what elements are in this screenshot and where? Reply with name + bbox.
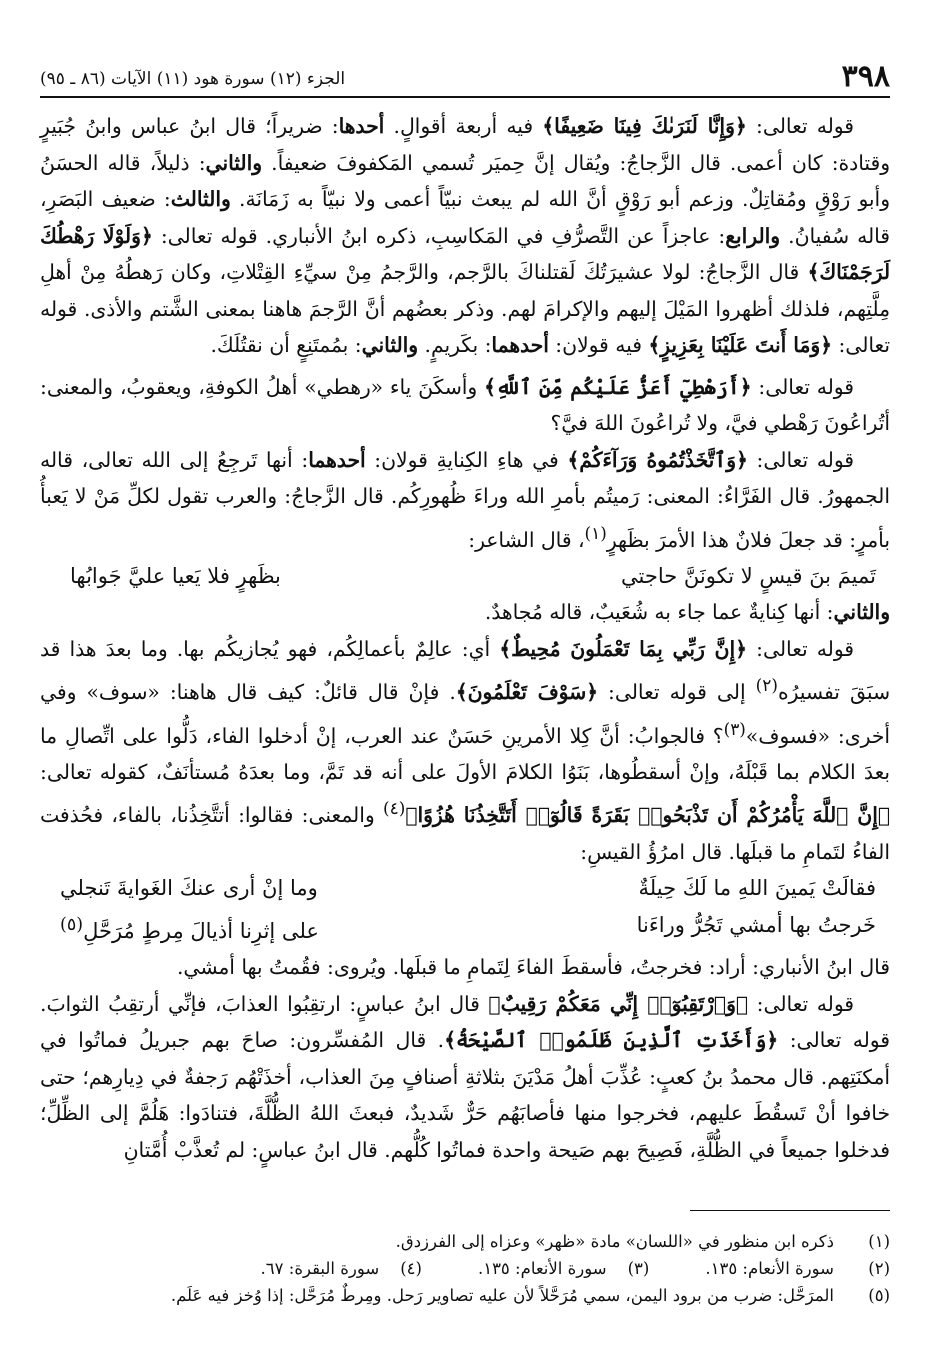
verse-hemistich-left: وما إنْ أرى عنكَ الغَوايةَ تَنجلي [60,876,318,901]
page-number: ٣٩٨ [841,59,890,94]
text-run: ؟ فالجوابُ: أنَّ كِلا الأمرينِ حَسَنٌ عند العرب، إنْ أدخلوا الفاء، دَلُّوا على اتِّصالِ ما بعدَ الكلام بما قَبْلَهُ، وإنْ أسقطُوها، بَنَوُا الكلامَ الأولَ على أنه قد تَمَّ، وما بعدَهُ مُستأنَفٌ، كقوله تعالى: [40,723,890,784]
keyword: والرابع [725,223,781,248]
poetry-verse [40,907,890,950]
text-run: قال ابنُ عباسٍ: ارتقِبُوا العذابَ، فإنِّي أرتقِبُ الثوابَ. قوله تعالى: [40,991,890,1053]
running-title: الجزء (١٢) سورة هود (١١) الآيات (٨٦ ـ ٩٥) [40,69,346,89]
paragraph-4 [40,594,890,631]
quran-quote: ﴿وَمَا أَنتَ عَلَيْنَا بِعَزِيزٍ﴾ [648,333,833,357]
footnote-ref[interactable]: (٤) [383,798,406,819]
quran-quote: ﴿وَٱتَّخَذْتُمُوهُ وَرَآءَكُمْ﴾ [567,447,748,472]
paragraph-7 [40,986,890,1169]
text-run: : بمُمتَنِعٍ أن نقتُلَكَ. [210,333,362,357]
keyword: والثاني [361,333,419,357]
footnote-text: ذكره ابن منظور في «اللسان» مادة «ظهر» وعزاه إلى الفرزدق. [395,1232,834,1251]
paragraph-6 [40,949,890,986]
footnote-number: (٥) [868,1286,890,1305]
poetry-verse [40,558,890,595]
verse-hemistich-left [60,907,319,950]
quran-quote: ﴿وَٱرْتَقِبُوٓا۟ إِنِّي مَعَكُمْ رَقِيبٌ﴾ [488,991,749,1016]
footnote-5 [40,1282,890,1309]
keyword: أحدها [338,114,385,138]
text-run: : ضعيف البَصَرِ، قاله سُفيانُ. [40,187,890,248]
text-run: قوله تعالى: [747,447,854,472]
quran-quote: ﴿وَأَخَذَتِ ٱلَّذِينَ ظَلَمُوا۟ ٱلصَّيْحَةُ﴾ [444,1028,779,1053]
paragraph-3 [40,442,890,558]
footnote-divider [690,1210,890,1211]
quran-quote: ﴿سَوْفَ تَعْلَمُونَ﴾ [455,680,598,705]
text-run: قال الزَّجاجُ: لولا عشيرَتُكَ لَقتلناكَ بالرَّجم، والرَّجمُ مِنْ سيِّءِ القِتْلاتِ، وكان رَهطُهُ مِنْ أهلِ مِلَّتِهم، فلذلك أظهروا المَيْلَ إليهم والإكرامَ لهم. وذكر بعضُهم أنَّ الرَّجمَ هاهنا بمعنى الشَّتم والأذى. قوله تعالى: [40,260,890,357]
quran-quote: ﴿وَإِنَّا لَنَرَىٰكَ فِينَا ضَعِيفًا﴾ [542,114,747,138]
keyword: والثاني [205,150,263,175]
main-text [40,108,890,1168]
keyword: أحدهما [491,333,549,357]
verse-hemistich-right: فقالَتْ يَمينَ اللهِ ما لَكَ حِيلَةٌ [638,876,876,901]
text-run: قوله تعالى: [748,991,854,1016]
footnote-number: (٣) [627,1259,650,1278]
footnote-text: سورة الأنعام: ١٣٥. [477,1259,607,1278]
footnote-1 [40,1228,890,1255]
text-run: والمعنى: فقالوا: أتتَّخِذُنا، بالفاء، فحُذفت الفاءُ لتَمامِ ما قبلَها. قال امرُؤُ القيسِ: [40,803,890,864]
paragraph-2 [40,369,890,442]
footnote-number: (٢) [868,1259,890,1278]
footnote-3 [478,1255,649,1282]
text-run: إلى قوله تعالى: [597,680,756,705]
footnote-text: سورة البقرة: ٦٧. [260,1259,380,1278]
footnote-text: سورة الأنعام: ١٣٥. [705,1259,834,1278]
footnote-4 [261,1255,422,1282]
keyword: والثالث [170,187,231,211]
text-run: في هاءِ الكِنايةِ قولان: [365,447,568,472]
text-run: : أنها تَرجِعُ إلى الله تعالى، قاله الجمهورُ. قال الفَرَّاءُ: المعنى: رَميتُم بأمرِ الله وراءَ ظُهورِكُم. قال الزَّجاجُ: والعرب تقول لكلِّ مَنْ لا يَعبأُ بأمرٍ: قد جعلَ فلانٌ هذا الأمرَ بظَهرٍ [40,447,890,552]
text-run: فيه أربعة أقوالٍ. [384,114,543,138]
text-run: : عاجزاً عن التَّصرُّفِ في المَكاسِبِ، ذكره ابنُ الأنباري. قوله تعالى: [152,223,726,248]
text-run: : ضريراً؛ قال ابنُ عباس وابنُ جُبَيرٍ وقتادة: كان أعمى. قال الزَّجاجُ: ويُقال إنَّ حِميَر تُسمي المَكفوفَ ضعيفاً. [40,114,890,175]
footnote-number: (٤) [400,1259,422,1278]
verse-hemistich-right: خَرجتُ بها أمشي تَجُرُّ وراءَنا [636,912,876,937]
text-run: : أنها كِنايةٌ عما جاء به شُعَيبٌ، قاله مُجاهدٌ. [484,600,834,625]
footnote-text: المرَحَّل: ضرب من برود اليمن، سمي مُرَحَّلاً لأن عليه تصاوير رَحل. ومِرطٌ مُرَحَّل: إذا وُخز فيه عَلَم. [170,1286,834,1305]
verse-hemistich-right: تَميمَ بنَ قيسٍ لا تكونَنَّ حاجتي [621,563,876,588]
text-run: . فإنْ قال قائلٌ: كيف قال هاهنا: «سوف» وفي أخرى: «فسوف» [40,680,890,748]
text-run: . قال المُفسِّرون: صاحَ بهم جبريلُ فماتُوا في أمكنَتِهم. قال محمدُ بنُ كعبٍ: عُذِّبَ أهلُ مَدْيَنَ بثلاثةِ أصنافٍ مِنَ العذاب، أخذَتْهُم رَجفةٌ في دِيارِهم؛ حتى خافوا أنْ تَسقُطَ عليهم، فخرجوا منها فأصابَهُم حَرٌّ شَديدٌ، فبعثَ اللهُ الظُّلَّةَ، فتنادَوا: هَلُمَّ إلى الظِّلِّ؛ فدخلوا جميعاً في الظُّلَّةِ، فَصِيحَ بهم صَيحة واحدة فماتُوا كُلُّهم. قال ابنُ عباسٍ: لم تُعذَّبْ أُمَّتانِ [40,1028,890,1162]
footnote-group [261,1255,834,1282]
footnote-number: (١) [868,1232,890,1251]
footnote-ref[interactable]: (١) [584,522,607,543]
quran-quote: ﴿إِنَّ ٱللَّهَ يَأْمُرُكُمْ أَن تَذْبَحُوا۟ بَقَرَةً قَالُوٓا۟ أَتَتَّخِذُنَا هُزُوًا﴾ [405,803,890,828]
paragraph-1 [40,108,890,364]
text-run: أي: عالِمٌ بأعمالِكُم، فهو يُجازيكُم بها. وما بعدَ هذا قد سبَقَ تفسيرُه [40,636,890,705]
footnote-row-2-4 [40,1255,890,1282]
quran-quote: ﴿إِنَّ رَبِّي بِمَا تَعْمَلُونَ مُحِيطٌ﴾ [499,636,747,661]
keyword: والثاني [833,600,890,625]
paragraph-5 [40,631,890,870]
text-run: قوله تعالى: [751,374,854,399]
keyword: أحدهما [308,447,366,472]
footnote-ref[interactable]: (٣) [723,718,746,739]
text-run: فيه قولان: [548,333,649,357]
footnote-ref[interactable]: (٥) [60,914,84,935]
footnotes [40,1228,890,1309]
quran-quote: ﴿أَرَهْطِيٓ أَعَزُّ عَلَيْكُم مِّنَ ٱللَّهِ﴾ [484,374,752,399]
page-header [40,60,890,98]
text-run: قوله تعالى: [746,636,854,661]
text-run: وأسكَنَ ياء «رهطي» أهلُ الكوفةِ، ويعقوبُ، والمعنى: أتُراعُونَ رَهْطي فيَّ، ولا تُراعُونَ اللهَ فيَّ؟ [40,374,890,435]
text-run: قال ابنُ الأنباري: أراد: فخرجتُ، فأسقطَ الفاءَ لِتَمامِ ما قبلَها. ويُروى: فقُمتُ بها أمشي. [176,955,890,980]
quran-quote: ﴿وَلَوْلَا رَهْطُكَ لَرَجَمْنَاكَ﴾ [40,223,890,284]
verse-hemistich-left: بظَهرٍ فلا يَعيا عليَّ جَوابُها [70,563,281,588]
footnote-ref[interactable]: (٢) [755,675,778,696]
poetry-verse [40,870,890,907]
text-run: : بكَريمٍ. [418,333,492,357]
text-run: قوله تعالى: [746,114,854,138]
text-run: : ذليلاً، قاله الحسَنُ وأبو رَوْقٍ ومُقاتِلٌ. وزعم أبو رَوْقٍ أنَّ الله لم يبعث نبيّاً أعمى ولا نبيّاً به زَمَانَة. [40,150,890,211]
text-run: ، قال الشاعر: [468,527,585,552]
text-run: على إثرِنا أذيالَ مِرطٍ مُرَحَّلِ [83,918,319,943]
